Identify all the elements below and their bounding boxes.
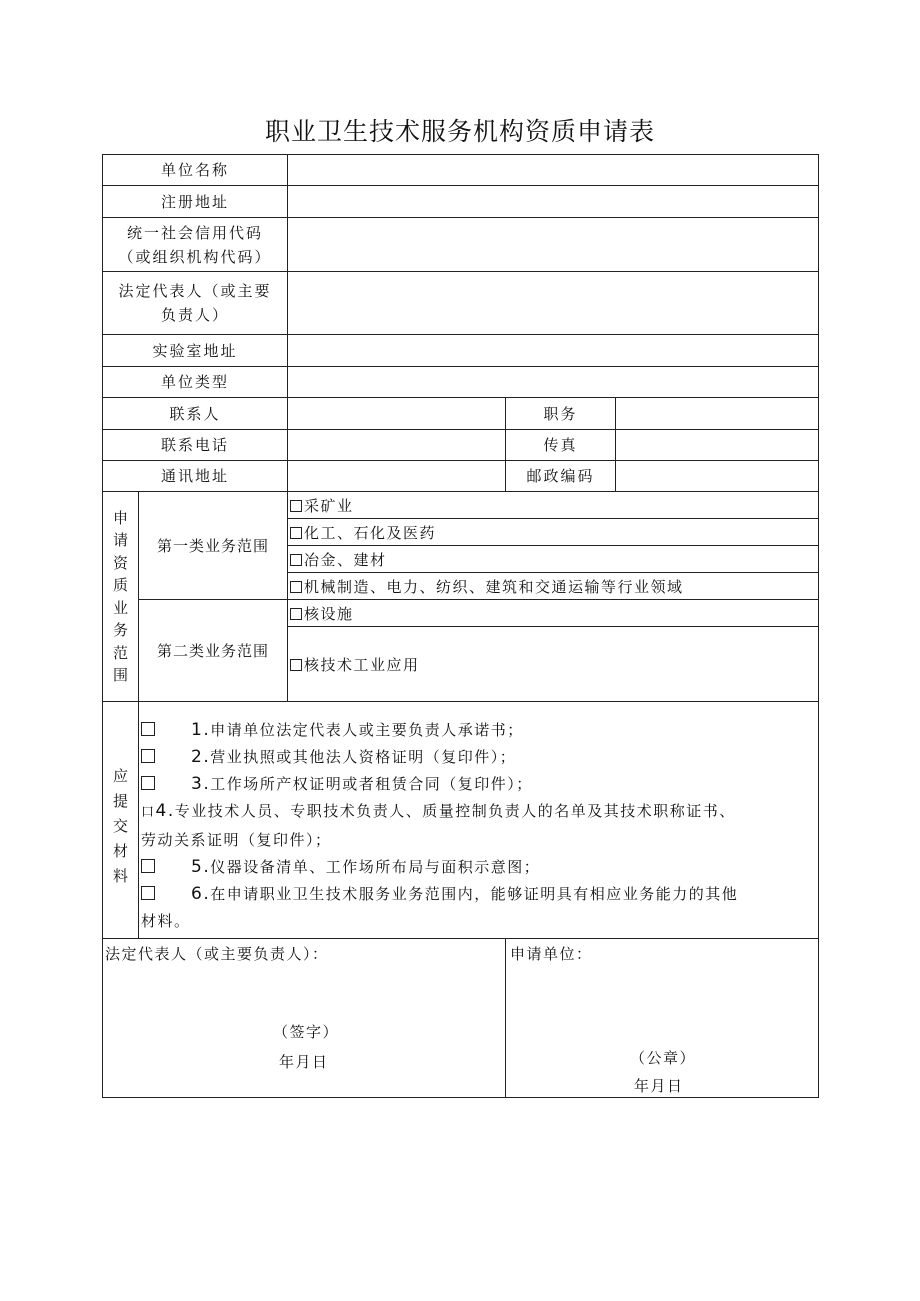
materials-side-char: 应: [112, 766, 128, 785]
credit-code-field[interactable]: [288, 218, 819, 272]
option-label: 核技术工业应用: [304, 655, 420, 674]
unit-type-label: 单位类型: [103, 367, 288, 398]
fax-field[interactable]: [616, 430, 819, 461]
scope-side-char: 业: [112, 598, 128, 617]
legal-rep-signature-cell[interactable]: [103, 939, 506, 1098]
material-item-6-cont: 材料。: [141, 912, 191, 930]
lab-address-field[interactable]: [288, 335, 819, 367]
checkbox-icon[interactable]: [290, 527, 302, 539]
item-text: 申请单位法定代表人或主要负责人承诺书；: [210, 721, 524, 739]
fax-label: 传真: [506, 430, 616, 461]
credit-code-label: [103, 218, 288, 272]
option-label: 采矿业: [304, 496, 354, 515]
checkbox-icon[interactable]: [290, 500, 302, 512]
reg-address-label: 注册地址: [103, 186, 288, 218]
materials-list: [139, 702, 819, 939]
cat2-option-nuclear-facility[interactable]: [288, 600, 819, 627]
materials-side-char: 交: [112, 816, 128, 835]
cat1-option-chemical[interactable]: [288, 519, 819, 546]
item-text: 专业技术人员、专职技术负责人、质量控制负责人的名单及其技术职称证书、: [174, 802, 736, 820]
seal-placeholder: （公章）: [630, 1049, 697, 1067]
checkbox-icon[interactable]: [141, 886, 155, 900]
mail-address-field[interactable]: [288, 461, 506, 492]
reg-address-field[interactable]: [288, 186, 819, 218]
material-item-4: [139, 797, 818, 826]
item-text: 工作场所产权证明或者租赁合同（复印件）；: [210, 775, 533, 793]
checkbox-icon[interactable]: 口: [141, 805, 156, 820]
legal-rep-field[interactable]: [288, 272, 819, 335]
material-item-2: [139, 743, 818, 770]
option-label: 化工、石化及医药: [304, 523, 437, 542]
cat2-label: 第二类业务范围: [139, 600, 288, 702]
credit-code-label-line1: 统一社会信用代码: [127, 223, 264, 242]
legal-rep-signature-label: 法定代表人（或主要负责人）：: [105, 945, 329, 963]
credit-code-label-line2: （或组织机构代码）: [118, 247, 272, 266]
material-item-4-cont: 劳动关系证明（复印件）；: [141, 831, 332, 849]
form-title: 职业卫生技术服务机构资质申请表: [264, 117, 655, 146]
unit-name-label: 单位名称: [103, 155, 288, 186]
mail-address-label: 通讯地址: [103, 461, 288, 492]
signature-placeholder: （签字）: [273, 1023, 340, 1041]
legal-rep-label: [103, 272, 288, 335]
scope-side-char: 务: [112, 621, 128, 639]
checkbox-icon[interactable]: [290, 608, 302, 620]
checkbox-icon[interactable]: [290, 659, 302, 671]
option-label: 冶金、建材: [304, 550, 387, 569]
material-item-5: [139, 853, 818, 880]
material-item-3: [139, 770, 818, 797]
unit-type-field[interactable]: [288, 367, 819, 398]
applicant-unit-label: 申请单位：: [510, 945, 593, 963]
scope-side-label: [103, 492, 139, 702]
item-number: 4.: [155, 801, 175, 821]
scope-side-char: 资: [112, 553, 128, 572]
checkbox-icon[interactable]: [290, 581, 302, 593]
position-field[interactable]: [616, 398, 819, 430]
materials-side-label: [103, 702, 139, 939]
seal-date: 年月日: [634, 1077, 684, 1095]
cat1-label: 第一类业务范围: [139, 492, 288, 600]
item-text: 仪器设备清单、工作场所布局与面积示意图；: [210, 858, 541, 876]
cat1-option-metallurgy[interactable]: [288, 546, 819, 573]
legal-rep-label-line1: 法定代表人（或主要: [118, 282, 272, 300]
materials-side-char: 材: [112, 841, 128, 860]
scope-side-char: 范: [112, 643, 128, 662]
item-number: 5.: [191, 857, 211, 877]
signature-date: 年月日: [279, 1053, 329, 1071]
material-item-1: [139, 716, 818, 743]
phone-field[interactable]: [288, 430, 506, 461]
application-form-table: [102, 154, 819, 1098]
item-number: 6.: [191, 884, 211, 904]
materials-side-char: 料: [112, 866, 128, 885]
item-number: 2.: [191, 747, 211, 767]
contact-field[interactable]: [288, 398, 506, 430]
postcode-field[interactable]: [616, 461, 819, 492]
cat1-option-mining[interactable]: [288, 492, 819, 519]
checkbox-icon[interactable]: [141, 776, 155, 790]
applicant-unit-cell[interactable]: [506, 939, 819, 1098]
scope-side-char: 质: [112, 576, 128, 594]
scope-side-char: 请: [112, 531, 128, 549]
cat2-option-nuclear-industry[interactable]: [288, 627, 819, 702]
cat1-option-machinery[interactable]: [288, 573, 819, 600]
postcode-label: 邮政编码: [506, 461, 616, 492]
scope-side-char: 围: [112, 666, 128, 684]
materials-side-char: 提: [112, 791, 128, 810]
legal-rep-label-line2: 负责人）: [161, 306, 230, 324]
item-text: 营业执照或其他法人资格证明（复印件）；: [210, 748, 517, 766]
checkbox-icon[interactable]: [141, 859, 155, 873]
option-label: 核设施: [304, 604, 354, 623]
material-item-6: [139, 880, 818, 907]
checkbox-icon[interactable]: [141, 722, 155, 736]
item-number: 1.: [191, 720, 211, 740]
checkbox-icon[interactable]: [290, 554, 302, 566]
item-number: 3.: [191, 774, 211, 794]
unit-name-field[interactable]: [288, 155, 819, 186]
checkbox-icon[interactable]: [141, 749, 155, 763]
option-label: 机械制造、电力、纺织、建筑和交通运输等行业领域: [304, 577, 684, 596]
lab-address-label: 实验室地址: [103, 335, 288, 367]
item-text: 在申请职业卫生技术服务业务范围内，能够证明具有相应业务能力的其他: [210, 885, 739, 903]
scope-side-char: 申: [112, 508, 128, 527]
phone-label: 联系电话: [103, 430, 288, 461]
position-label: 职务: [506, 398, 616, 430]
contact-label: 联系人: [103, 398, 288, 430]
